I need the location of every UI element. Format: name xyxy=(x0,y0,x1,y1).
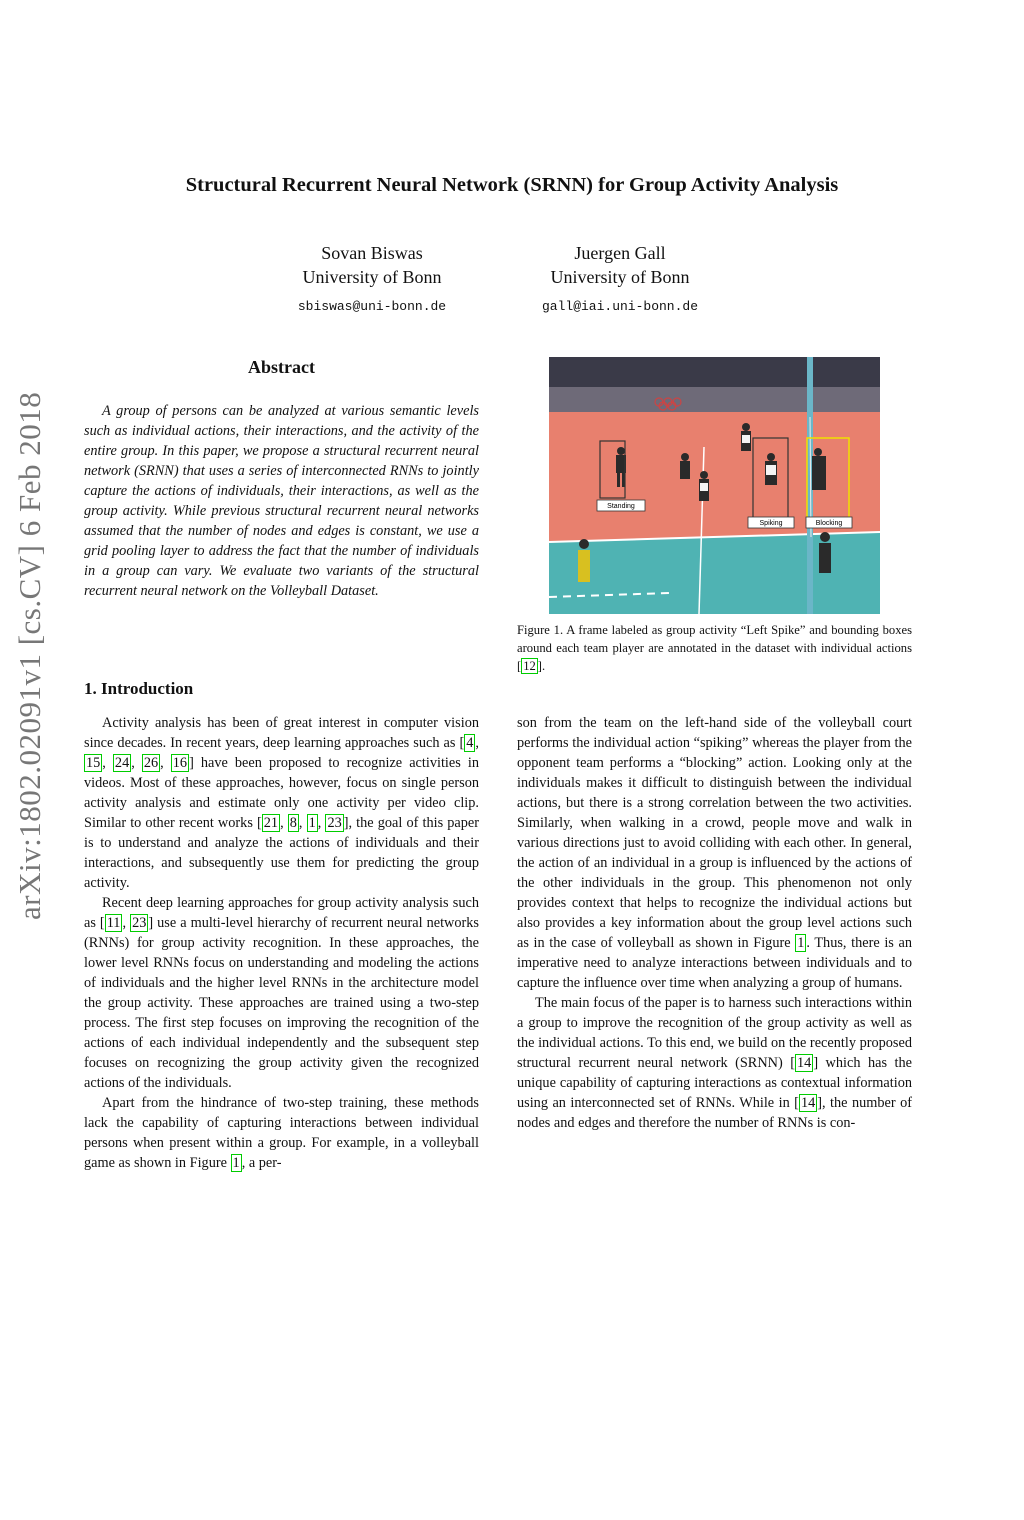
figure-link[interactable]: 1 xyxy=(232,1155,240,1171)
citation-link[interactable]: 14 xyxy=(797,1055,812,1071)
author-1 xyxy=(232,241,512,319)
figure-link[interactable]: 1 xyxy=(797,935,805,951)
abstract-body xyxy=(84,401,479,601)
volleyball-scene xyxy=(549,357,880,614)
right-column xyxy=(517,713,912,1133)
citation-link[interactable]: 12 xyxy=(523,659,536,673)
left-column xyxy=(84,713,479,1173)
citation-link[interactable]: 1 xyxy=(308,815,316,831)
label-blocking: Blocking xyxy=(815,520,843,527)
paper-title: Structural Recurrent Neural Network (SRNN) for Group Activity Analysis xyxy=(185,174,839,196)
label-spiking: Spiking xyxy=(759,520,783,527)
author-name: Sovan Biswas xyxy=(321,243,423,263)
citation-link[interactable]: 23 xyxy=(327,815,342,831)
citation-link[interactable]: 8 xyxy=(289,815,297,831)
author-affiliation: University of Bonn xyxy=(550,267,690,287)
author-affiliation: University of Bonn xyxy=(302,267,442,287)
intro-heading: 1. Introduction xyxy=(84,679,194,698)
abstract-heading: Abstract xyxy=(248,357,315,377)
intro-paragraph-3: Apart from the hindrance of two-step training, these methods lack the capability of capturing interactions between individual persons when present within a group. For example, in a volleyball game as shown in Figure 1 , a per- xyxy=(84,1095,479,1171)
author-2 xyxy=(480,241,760,319)
intro-paragraph-4: The main focus of the paper is to harness such interactions within a group to improve the recognition of the group activity as well as the individual actions. To this end, we build on the recently proposed structural recurrent neural network (SRNN) [ 14 ] which has the unique capability of capturing interactions as contextual information using an interconnected set of RNNs. While in [ 14 ], the number of nodes and edges and therefore the number of RNNs is con- xyxy=(517,995,913,1131)
intro-paragraph-3-continued: son from the team on the left-hand side of the volleyball court performs the individual action “spiking” whereas the player from the opponent team performs a “blocking” action. Looking only at the individuals makes it difficult to distinguish between the individual actions, but there is a strong correlation between the two activities. Similarly, when walking in a crowd, people move and walk in various directions just to avoid colliding with each other. In general, the action of an individual in a group is influenced by the actions of the other individuals in the group. This phenomenon not only provides context that helps to recognize the individual actions but also provides a key information about the group level actions such as in the case of volleyball as shown in Figure 1 . Thus, there is an imperative need to analyze interactions between individuals and to capture the influence over time when analyzing a group of humans. xyxy=(517,715,912,991)
author-email: gall@iai.uni-bonn.de xyxy=(541,299,699,314)
citation-link[interactable]: 11 xyxy=(106,915,121,931)
arxiv-id: arXiv:1802.02091v1 [cs.CV] 6 Feb 2018 xyxy=(12,391,47,920)
citation-link[interactable]: 4 xyxy=(466,735,474,751)
author-name: Juergen Gall xyxy=(574,243,666,263)
citation-link[interactable]: 23 xyxy=(132,915,147,931)
citation-link[interactable]: 14 xyxy=(800,1095,816,1111)
citation-link[interactable]: 15 xyxy=(86,755,101,771)
citation-link[interactable]: 21 xyxy=(263,815,279,831)
citation-link[interactable]: 26 xyxy=(143,755,159,771)
abstract-text: A group of persons can be analyzed at various semantic levels such as individual actions, their interactions, and the activity of the entire group. In this paper, we propose a structural recurrent neural network (SRNN) that uses a series of interconnected RNNs to jointly capture the actions of individuals, their interactions, as well as the group activity. While previous structural recurrent neural networks assumed that the number of nodes and edges is constant, we use a grid pooling layer to address the fact that the number of individuals in a group can vary. We evaluate two variants of the structural recurrent neural network on the Volleyball Dataset. xyxy=(84,403,479,599)
citation-link[interactable]: 16 xyxy=(172,755,188,771)
label-standing: Standing xyxy=(607,503,635,510)
arxiv-sidebar xyxy=(12,391,52,1520)
figure-caption: Figure 1. A frame labeled as group activity “Left Spike” and bounding boxes around each team player are annotated in the dataset with individual actions [ 12 ]. xyxy=(517,623,912,673)
citation-link[interactable]: 24 xyxy=(114,755,130,771)
intro-paragraph-2: Recent deep learning approaches for group activity analysis such as [ 11 , 23 ] use a multi-level hierarchy of recurrent neural networks (RNNs) for group activity recognition. In these approaches, the lower level RNNs focus on understanding and modeling the actions of individuals and the higher level RNNs in the architecture model the group activity. These approaches are trained using a two-step process. The first step focuses on improving the recognition of the actions of each individual independently and the subsequent step focuses on recognizing the group activity given the recognized actions of the individuals. xyxy=(84,895,479,1091)
figure-1-image xyxy=(549,357,880,614)
author-email: sbiswas@uni-bonn.de xyxy=(297,299,447,314)
intro-paragraph-1: Activity analysis has been of great interest in computer vision since decades. In recent years, deep learning approaches such as [ 4 , 15 , 24 , 26 , 16 ] have been proposed to recognize activities in videos. Most of these approaches, however, focus on single person activity analysis and estimate only one activity per video clip. Similar to other recent works [ 21 , 8 , 1 , 23 ], the goal of this paper is to understand and analyze the actions of individuals and their interactions, and subsequently use them for predicting the group activity. xyxy=(84,715,479,891)
